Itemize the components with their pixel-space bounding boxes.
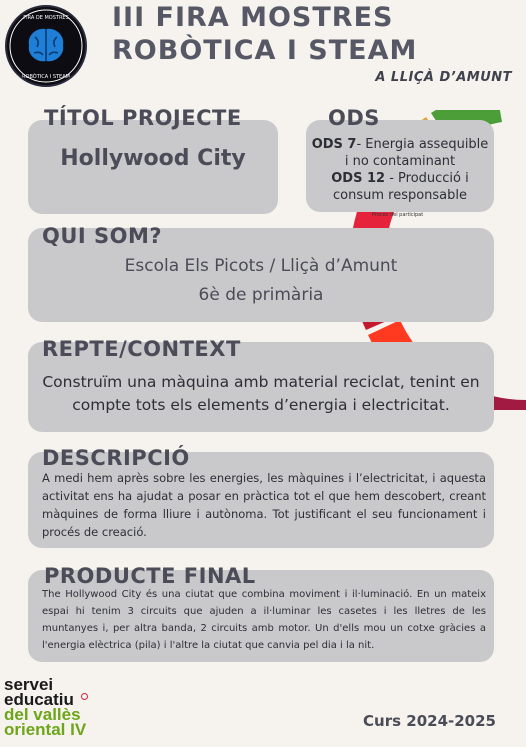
ods-item1-code: ODS 7: [311, 137, 357, 152]
logo-line1: servei: [4, 675, 54, 694]
logo-ring-text-top: FIRA DE MOSTRES: [23, 15, 69, 21]
course-label: Curs 2024-2025: [363, 712, 496, 730]
logo-line3: del vallès: [4, 705, 81, 724]
ods-tiny-caption: Proces del participat: [372, 212, 424, 218]
logo-ring-text-bottom: ROBÒTICA I STEAM: [22, 74, 70, 80]
ods-item2-text: - Producció i consum responsable: [332, 171, 469, 203]
producte-heading: PRODUCTE FINAL: [44, 564, 256, 588]
qui-som-text: [28, 252, 494, 310]
logo-line2: educatiu: [4, 690, 74, 709]
descripcio-heading: DESCRIPCIÓ: [42, 446, 190, 470]
servei-educatiu-logo: [4, 677, 86, 737]
logo-line4: oriental IV: [4, 720, 87, 739]
ods-item2-code: ODS 12: [331, 171, 386, 186]
producte-text: The Hollywood City és una ciutat que combina moviment i il·luminació. En un mateix espai hi tenim 3 circuits que ajuden a il·luminar les casetes i les lletres de les muntanyes i, per altra banda, 2 circuits amb motor. Un d'ells mou un cotxe gràcies a l'energia elèctrica (pila) i l'altre la ciutat que canvia pel dia i la nit.: [42, 589, 486, 651]
ods-list: [308, 136, 492, 204]
project-heading: TÍTOL PROJECTE: [44, 106, 242, 130]
project-name: Hollywood City: [60, 146, 246, 171]
ods-item1-text: - Energia assequible i no contaminant: [344, 137, 489, 169]
page-title-line1: III FIRA MOSTRES: [112, 2, 394, 33]
page-title-line2: ROBÒTICA I STEAM: [112, 35, 418, 66]
repte-text: Construïm una màquina amb material reciclat, tenint en compte tots els elements d’energia i electricitat.: [42, 373, 480, 414]
ods-heading: ODS: [328, 106, 380, 130]
location-subtitle: A LLIÇÀ D’AMUNT: [375, 70, 512, 85]
logo-dot-icon: [81, 693, 88, 700]
qui-som-line1: Escola Els Picots / Lliçà d’Amunt: [124, 256, 398, 276]
fira-mostres-logo: [5, 5, 87, 87]
repte-heading: REPTE/CONTEXT: [42, 337, 241, 361]
descripcio-text: A medi hem après sobre les energies, les màquines i l’electricitat, i aquesta activitat ens ha ajudat a posar en pràctica tot el que hem descobert, creant màquines de forma lliure i autònoma. Tot justificant el seu funcionament i procés de creació.: [42, 471, 486, 539]
qui-som-heading: QUI SOM?: [42, 224, 163, 248]
qui-som-line2: 6è de primària: [198, 285, 324, 305]
